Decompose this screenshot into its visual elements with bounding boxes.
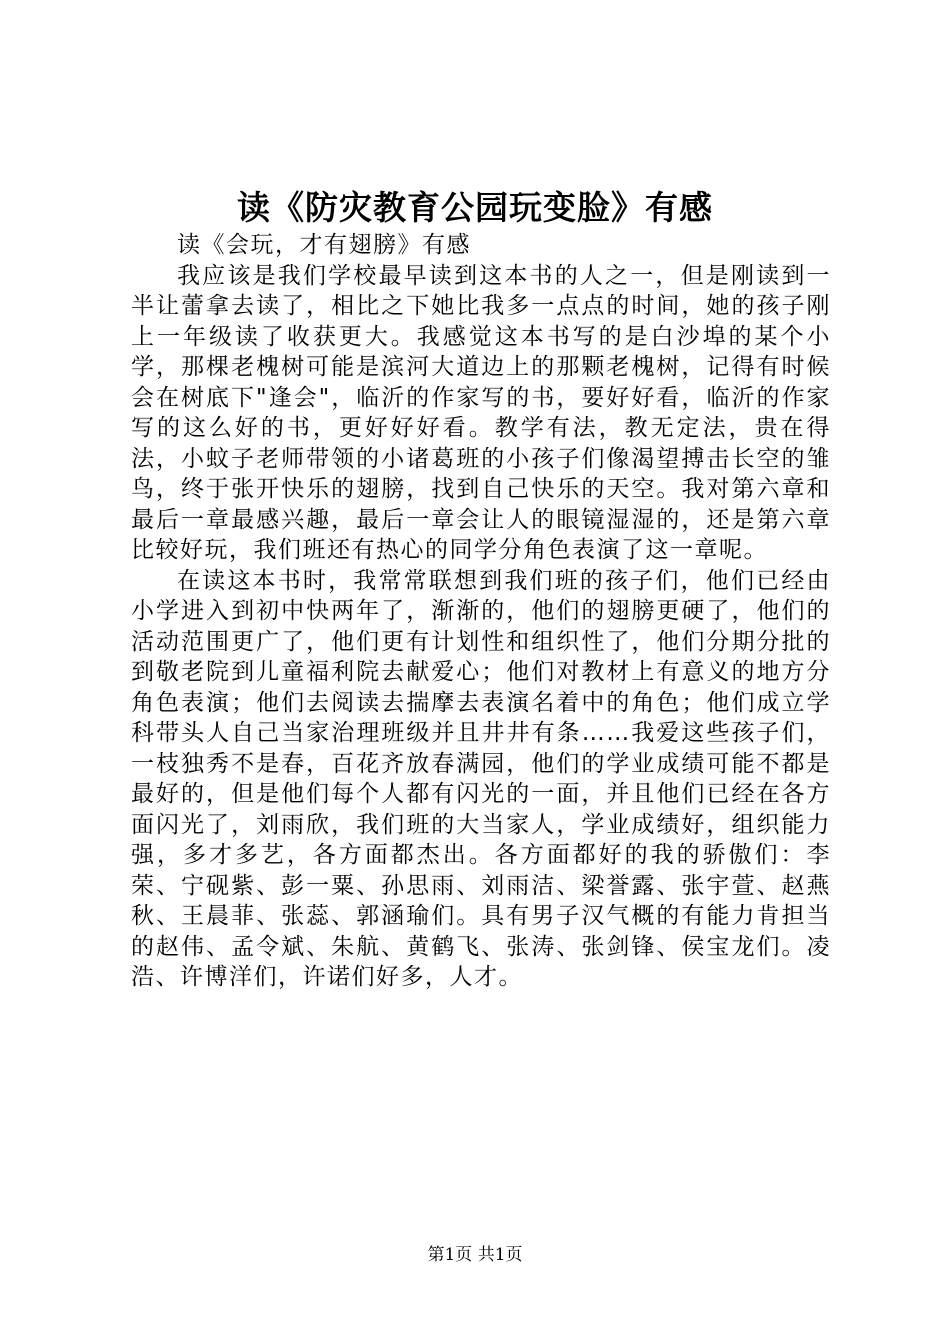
document-title: 读《防灾教育公园玩变脸》有感	[237, 188, 713, 227]
document-body	[131, 230, 831, 993]
page-footer: 第1页 共1页	[427, 1245, 523, 1265]
subtitle-paragraph: 读《会玩，才有翅膀》有感	[177, 232, 471, 258]
body-paragraph: 在读这本书时，我常常联想到我们班的孩子们，他们已经由小学进入到初中快两年了，渐渐的，他们的翅膀更硬了，他们的活动范围更广了，他们更有计划性和组织性了，他们分期分批的到敬老院到儿童福利院去献爱心；他们对教材上有意义的地方分角色表演；他们去阅读去揣摩去表演名着中的角色；他们成立学科带头人自己当家治理班级并且井井有条……我爱这些孩子们，一枝独秀不是春，百花齐放春满园，他们的学业成绩可能不都是最好的，但是他们每个人都有闪光的一面，并且他们已经在各方面闪光了，刘雨欣，我们班的大当家人，学业成绩好，组织能力强，多才多艺，各方面都杰出。各方面都好的我的骄傲们：李荣、宁砚紫、彭一粟、孙思雨、刘雨洁、梁誉露、张宇萱、赵燕秋、王晨菲、张蕊、郭涵瑜们。具有男子汉气概的有能力肯担当的赵伟、孟令斌、朱航、黄鹤飞、张涛、张剑锋、侯宝龙们。凌浩、许博洋们，许诺们好多，人才。	[131, 567, 831, 990]
body-paragraph: 我应该是我们学校最早读到这本书的人之一，但是刚读到一半让蕾拿去读了，相比之下她比我多一点点的时间，她的孩子刚上一年级读了收获更大。我感觉这本书写的是白沙埠的某个小学，那棵老槐树可能是滨河大道边上的那颗老槐树，记得有时候会在树底下"逢会"，临沂的作家写的书，要好好看，临沂的作家写的这么好的书，更好好好看。教学有法，教无定法，贵在得法，小蚊子老师带领的小诸葛班的小孩子们像渴望搏击长空的雏鸟，终于张开快乐的翅膀，找到自己快乐的天空。我对第六章和最后一章最感兴趣，最后一章会让人的眼镜湿湿的，还是第六章比较好玩，我们班还有热心的同学分角色表演了这一章呢。	[131, 262, 831, 563]
